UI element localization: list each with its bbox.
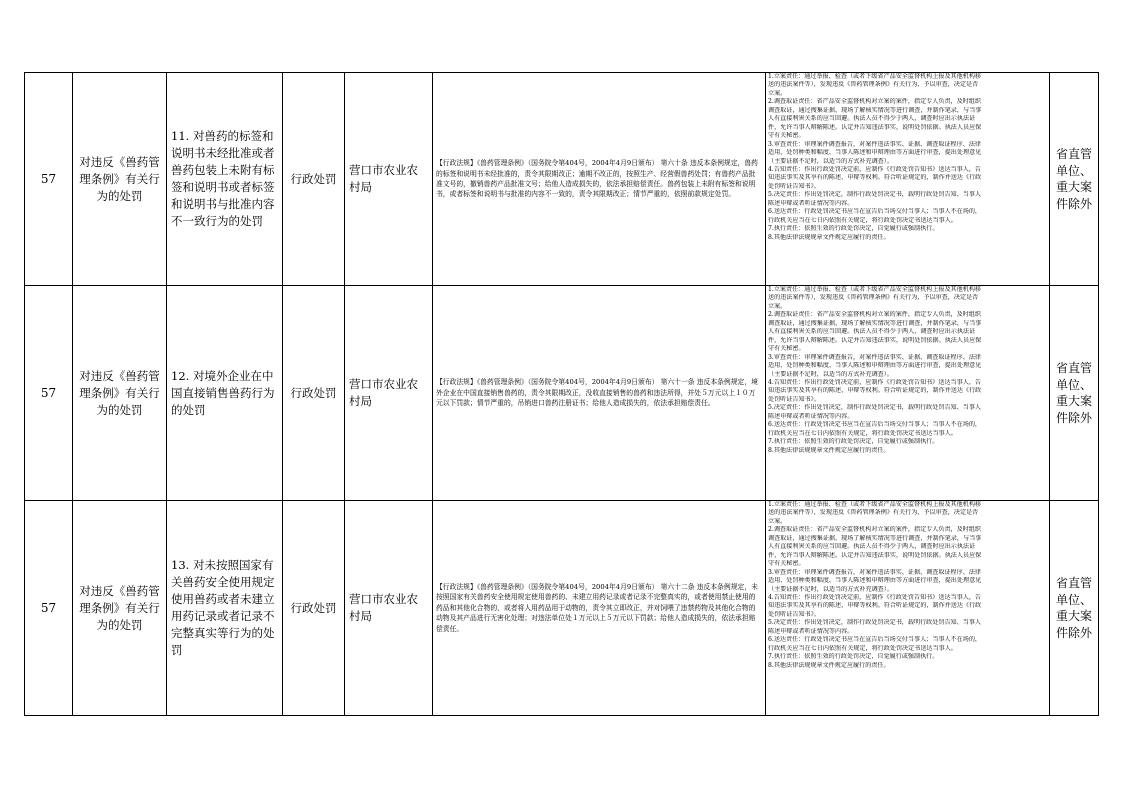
legal-basis: 【行政法规】《兽药管理条例》（国务院令第404号，2004年4月9日颁布） 第六十一条 违反本条例规定，境外企业在中国直接销售兽药的，责令其限期改正，没收直接销售的兽药和违法所得，并处５万元以上１０万元以下罚款；情节严重的，吊销进口兽药注册证书；给他人造成损失的，依法承担赔偿责任。	[433, 286, 766, 501]
responsibility-line: 件，允许当事人辩解陈述。认定并告知违法事实，说明处罚依据。执法人员应保	[768, 123, 982, 131]
responsibility-line: 1.立案责任：通过举报、检查（或者下级省产品安全监督机构上报及其他机构移	[768, 73, 982, 80]
power-type: 行政处罚	[283, 501, 345, 716]
responsibility-line: 件，允许当事人辩解陈述。认定并告知违法事实，说明处罚依据。执法人员应保	[768, 336, 982, 344]
responsibility-line: 人有直接利害关系的应当回避。执法人员不得少于两人，调查时应出示执法证	[768, 328, 976, 336]
power-name: 对违反《兽药管理条例》有关行为的处罚	[73, 501, 167, 716]
remark: 省直管单位、重大案件除外	[1050, 286, 1099, 501]
responsibility-line: 调查取证，通过搜集证据、现场了解核实情况等进行调查，并制作笔录，与当事	[768, 106, 982, 114]
responsibility-line: 立案。	[768, 89, 787, 97]
responsibility-line: 8.其他法律法规规章文件规定应履行的责任。	[768, 233, 890, 241]
responsibility-line: 知违法事实及其享有的陈述、申辩等权利。符合听证规定的，制作并送达《行政	[768, 174, 982, 182]
responsibility-line: 陈述申辩或者听证情况等内容。	[768, 412, 854, 420]
responsibility-list	[766, 286, 1050, 501]
table-row	[25, 286, 1099, 501]
responsibility-line: 陈述申辩或者听证情况等内容。	[768, 199, 854, 207]
responsibility-line: 陈述申辩或者听证情况等内容。	[768, 627, 854, 635]
responsibility-line: 6.送达责任：行政处罚决定书应当在宣告后当场交付当事人；当事人不在场的，	[768, 208, 982, 216]
responsibility-line: 人有直接利害关系的应当回避。执法人员不得少于两人，调查时应出示执法证	[768, 115, 976, 123]
responsibility-line: 人有直接利害关系的应当回避。执法人员不得少于两人，调查时应出示执法证	[768, 543, 976, 551]
sub-item: 13. 对未按照国家有关兽药安全使用规定使用兽药或者未建立用药记录或者记录不完整真实等行为的处罚	[167, 501, 283, 716]
responsibility-line: 适用、处罚种类和幅度、当事人陈述和申辩理由等方面进行审查，提出处理意见	[768, 577, 982, 585]
responsibility-line: （主要证据不足时，以适当的方式补充调查）。	[768, 157, 893, 165]
responsibility-line: 送的违法案件等），发现违反《兽药管理条例》有关行为，予以审查，决定是否	[768, 81, 979, 89]
responsibility-line: 件，允许当事人辩解陈述。认定并告知违法事实，说明处罚依据。执法人员应保	[768, 551, 982, 559]
department: 营口市农业农村局	[345, 286, 433, 501]
remark: 省直管单位、重大案件除外	[1050, 73, 1099, 286]
responsibility-line: 守有关秘密。	[768, 132, 805, 140]
legal-basis: 【行政法规】《兽药管理条例》（国务院令第404号，2004年4月9日颁布） 第六十条 违反本条例规定，兽药的标签和说明书未经批准的，责令其限期改正；逾期不改正的，按照生产、经营假兽药处罚；有兽药产品批准文号的，撤销兽药产品批准文号；给他人造成损失的，依法承担赔偿责任。兽药包装上未附有标签和说明书，或者标签和说明书与批准的内容不一致的，责令其限期改正；情节严重的，依照前款规定处罚。	[433, 73, 766, 286]
power-name: 对违反《兽药管理条例》有关行为的处罚	[73, 73, 167, 286]
responsibility-line: 8.其他法律法规规章文件规定应履行的责任。	[768, 661, 890, 669]
sub-item: 11. 对兽药的标签和说明书未经批准或者兽药包装上未附有标签和说明书或者标签和说明书与批准内容不一致行为的处罚	[167, 73, 283, 286]
responsibility-line: 立案。	[768, 517, 787, 525]
responsibility-line: 4.告知责任：作出行政处罚决定前，应制作《行政处罚告知书》送达当事人，告	[768, 165, 982, 173]
responsibility-line: 4.告知责任：作出行政处罚决定前，应制作《行政处罚告知书》送达当事人，告	[768, 378, 982, 386]
responsibility-list	[766, 501, 1050, 716]
responsibility-line: 7.执行责任：依照生效的行政处罚决定，自觉履行或强制执行。	[768, 438, 939, 446]
responsibility-line: 6.送达责任：行政处罚决定书应当在宣告后当场交付当事人；当事人不在场的，	[768, 421, 982, 429]
responsibility-line: 3.审查责任：审理案件调查报告，对案件违法事实、证据、调查取证程序、法律	[768, 140, 982, 148]
responsibility-line: 5.决定责任：作出处罚决定，制作行政处罚决定书，载明行政处罚告知、当事人	[768, 619, 982, 627]
responsibility-line: 知违法事实及其享有的陈述、申辩等权利。符合听证规定的，制作并送达《行政	[768, 387, 982, 395]
responsibility-line: 知违法事实及其享有的陈述、申辩等权利。符合听证规定的，制作并送达《行政	[768, 602, 982, 610]
responsibility-line: 8.其他法律法规规章文件规定应履行的责任。	[768, 446, 890, 454]
department: 营口市农业农村局	[345, 73, 433, 286]
responsibility-line: 调查取证，通过搜集证据、现场了解核实情况等进行调查，并制作笔录，与当事	[768, 534, 982, 542]
sub-item: 12. 对境外企业在中国直接销售兽药行为的处罚	[167, 286, 283, 501]
remark: 省直管单位、重大案件除外	[1050, 501, 1099, 716]
responsibility-line: 2.调查取证责任：省产品安全监督机构对立案的案件，指定专人负责，及时组织	[768, 311, 982, 319]
responsibility-line: 处罚听证告知书》。	[768, 182, 820, 190]
row-number: 57	[25, 286, 73, 501]
power-list-table	[24, 72, 1099, 716]
responsibility-line: 5.决定责任：作出处罚决定，制作行政处罚决定书，载明行政处罚告知、当事人	[768, 191, 982, 199]
power-name: 对违反《兽药管理条例》有关行为的处罚	[73, 286, 167, 501]
responsibility-line: （主要证据不足时，以适当的方式补充调查）。	[768, 585, 893, 593]
responsibility-list	[766, 73, 1050, 286]
table-row	[25, 501, 1099, 716]
responsibility-line: 1.立案责任：通过举报、检查（或者下级省产品安全监督机构上报及其他机构移	[768, 286, 982, 293]
responsibility-line: 送的违法案件等），发现违反《兽药管理条例》有关行为，予以审查，决定是否	[768, 294, 979, 302]
table-row	[25, 73, 1099, 286]
responsibility-line: 4.告知责任：作出行政处罚决定前，应制作《行政处罚告知书》送达当事人，告	[768, 593, 982, 601]
power-type: 行政处罚	[283, 286, 345, 501]
responsibility-line: 适用、处罚种类和幅度、当事人陈述和申辩理由等方面进行审查，提出处理意见	[768, 149, 982, 157]
department: 营口市农业农村局	[345, 501, 433, 716]
responsibility-line: 调查取证，通过搜集证据、现场了解核实情况等进行调查，并制作笔录，与当事	[768, 319, 982, 327]
responsibility-line: 2.调查取证责任：省产品安全监督机构对立案的案件，指定专人负责，及时组织	[768, 98, 982, 106]
responsibility-line: 行政机关应当在七日内依照有关规定，将行政处罚决定书送达当事人。	[768, 216, 957, 224]
responsibility-line: 行政机关应当在七日内依照有关规定，将行政处罚决定书送达当事人。	[768, 644, 957, 652]
legal-basis: 【行政法规】《兽药管理条例》（国务院令第404号，2004年4月9日颁布） 第六十二条 违反本条例规定，未按照国家有关兽药安全使用规定使用兽药的、未建立用药记录或者记录不完整真实的，或者使用禁止使用的药品和其他化合物的，或者将人用药品用于动物的，责令其立即改正，并对饲喂了违禁药物及其他化合物的动物及其产品进行无害化处理；对违法单位处１万元以上５万元以下罚款；给他人造成损失的，依法承担赔偿责任。	[433, 501, 766, 716]
responsibility-line: 7.执行责任：依照生效的行政处罚决定，自觉履行或强制执行。	[768, 225, 939, 233]
responsibility-line: 处罚听证告知书》。	[768, 610, 820, 618]
responsibility-line: 行政机关应当在七日内依照有关规定，将行政处罚决定书送达当事人。	[768, 429, 957, 437]
responsibility-line: 适用、处罚种类和幅度、当事人陈述和申辩理由等方面进行审查，提出处理意见	[768, 362, 982, 370]
responsibility-line: 1.立案责任：通过举报、检查（或者下级省产品安全监督机构上报及其他机构移	[768, 501, 982, 508]
responsibility-line: 7.执行责任：依照生效的行政处罚决定，自觉履行或强制执行。	[768, 653, 939, 661]
responsibility-line: 6.送达责任：行政处罚决定书应当在宣告后当场交付当事人；当事人不在场的，	[768, 636, 982, 644]
responsibility-line: （主要证据不足时，以适当的方式补充调查）。	[768, 370, 893, 378]
power-type: 行政处罚	[283, 73, 345, 286]
responsibility-line: 处罚听证告知书》。	[768, 395, 820, 403]
responsibility-line: 5.决定责任：作出处罚决定，制作行政处罚决定书，载明行政处罚告知、当事人	[768, 404, 982, 412]
responsibility-line: 3.审查责任：审理案件调查报告，对案件违法事实、证据、调查取证程序、法律	[768, 568, 982, 576]
responsibility-line: 送的违法案件等），发现违反《兽药管理条例》有关行为，予以审查，决定是否	[768, 509, 979, 517]
row-number: 57	[25, 501, 73, 716]
row-number: 57	[25, 73, 73, 286]
responsibility-line: 2.调查取证责任：省产品安全监督机构对立案的案件，指定专人负责，及时组织	[768, 526, 982, 534]
responsibility-line: 3.审查责任：审理案件调查报告，对案件违法事实、证据、调查取证程序、法律	[768, 353, 982, 361]
responsibility-line: 立案。	[768, 302, 787, 310]
responsibility-line: 守有关秘密。	[768, 560, 805, 568]
responsibility-line: 守有关秘密。	[768, 345, 805, 353]
